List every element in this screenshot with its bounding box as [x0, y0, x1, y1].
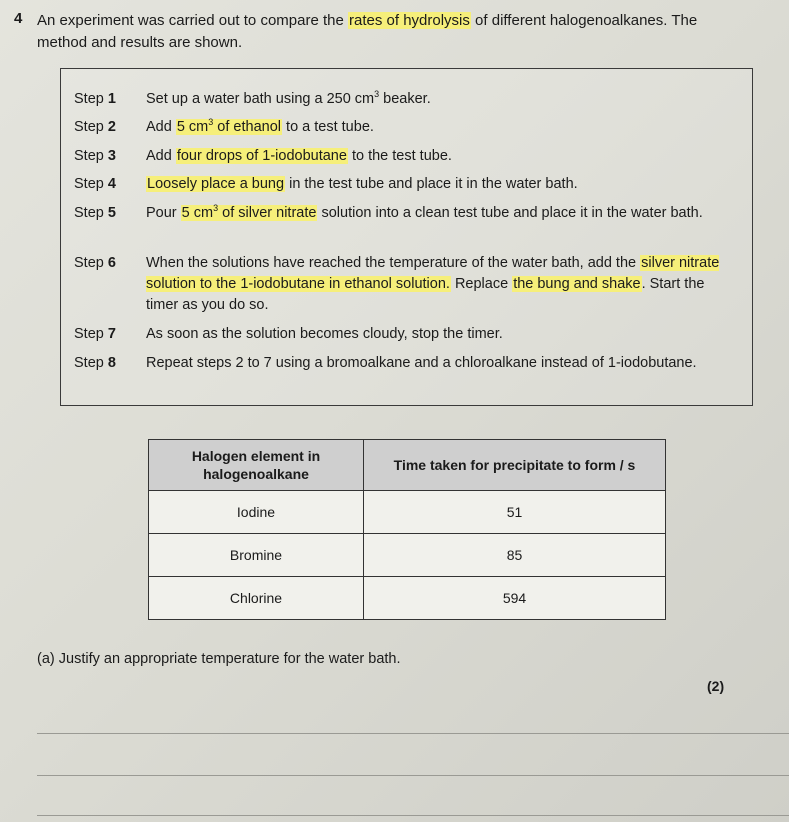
- header-time: Time taken for precipitate to form / s: [364, 440, 666, 491]
- part-a-text: Justify an appropriate temperature for the water bath.: [58, 651, 401, 667]
- question-intro: [37, 10, 737, 54]
- step-label: Step 2: [74, 119, 116, 135]
- time-cell: 85: [364, 534, 666, 577]
- step-text: Pour 5 $cm^3$ of silver nitrate solution into a clean test tube and place it in the water bath.: [146, 203, 703, 221]
- step-label: Step 3: [74, 148, 116, 164]
- table-row: [149, 577, 666, 620]
- time-cell: 51: [364, 491, 666, 534]
- table-row: [149, 534, 666, 577]
- highlighted-rates-of-hydrolysis: rates of hydrolysis: [349, 12, 470, 29]
- step-label: Step 8: [74, 355, 116, 371]
- step-label: Step 1: [74, 91, 116, 107]
- halogen-cell: Chlorine: [149, 577, 364, 620]
- step-text: As soon as the solution becomes cloudy, stop the timer.: [146, 326, 503, 342]
- intro-part-1: An experiment was carried out to compare the: [37, 12, 348, 29]
- answer-line[interactable]: [37, 775, 789, 776]
- step-text: Repeat steps 2 to 7 using a bromoalkane and a chloroalkane instead of 1-iodobutane.: [146, 355, 697, 371]
- time-cell: 594: [364, 577, 666, 620]
- halogen-cell: Iodine: [149, 491, 364, 534]
- table-header-row: [149, 440, 666, 491]
- answer-line[interactable]: [37, 733, 789, 734]
- marks-indicator: (2): [707, 678, 725, 694]
- intro-part-2: of different halogenoalkanes. The method and results are shown.: [37, 12, 698, 51]
- step-text: When the solutions have reached the temperature of the water bath, add the silver nitrate solution to the 1-iodobutane in ethanol solution. Replace the bung and shake. Start the timer as you do so.: [146, 255, 720, 313]
- step-text: Loosely place a bung in the test tube and place it in the water bath.: [147, 176, 578, 192]
- step-text: Add four drops of 1-iodobutane to the test tube.: [146, 148, 452, 164]
- results-table: [148, 439, 666, 620]
- table-row: [149, 491, 666, 534]
- step-label: Step 4: [74, 176, 116, 192]
- halogen-cell: Bromine: [149, 534, 364, 577]
- step-label: Step 5: [74, 205, 116, 221]
- method-box: [60, 68, 753, 406]
- step-label: Step 6: [74, 255, 116, 271]
- step-text: Set up a water bath using a 250 $cm^3$ beaker.: [146, 89, 431, 107]
- question-number: 4: [14, 10, 23, 27]
- step-label: Step 7: [74, 326, 116, 342]
- header-halogen: Halogen element in halogenoalkane: [149, 440, 364, 491]
- part-a-label: (a): [37, 651, 55, 667]
- step-text: Add 5 $cm^3$ of ethanol to a test tube.: [146, 117, 374, 135]
- part-a-question: [37, 651, 401, 667]
- answer-line[interactable]: [37, 815, 789, 816]
